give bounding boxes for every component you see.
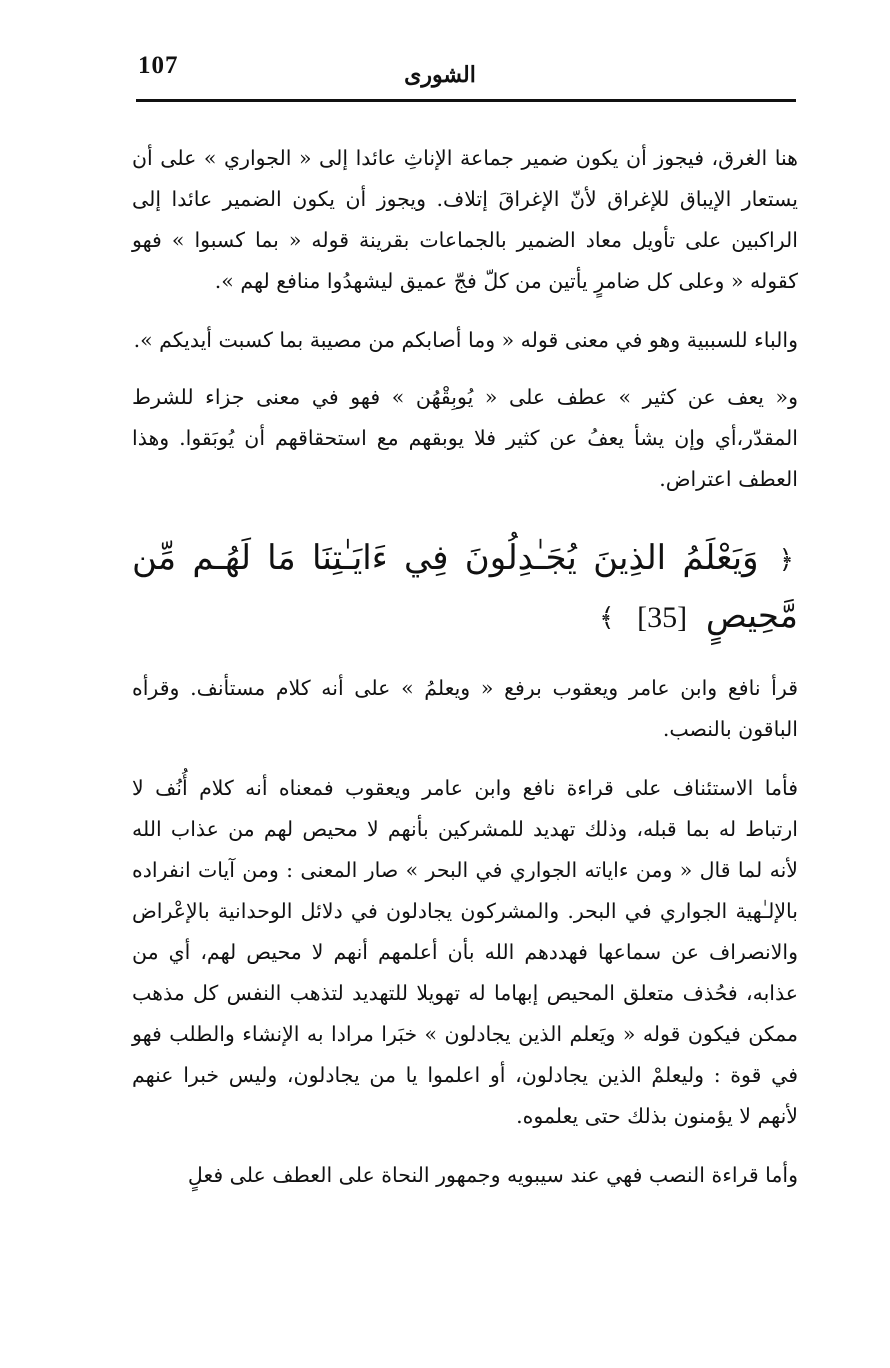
verse-close-ornament: ﴾ bbox=[599, 603, 615, 633]
paragraph-2: والباء للسببية وهو في معنى قوله « وما أصابكم من مصيبة بما كسبت أيديكم ». bbox=[133, 328, 798, 352]
page-body bbox=[132, 138, 798, 1196]
quran-verse bbox=[132, 530, 798, 646]
paragraph-5: فأما الاستئناف على قراءة نافع وابن عامر ويعقوب فمعناه أنه كلام أُنُف لا ارتباط له بما قبله، وذلك تهديد للمشركين بأنهم لا محيص لهم من عذاب الله لأنه لما قال « ومن ءاياته الجواري في البحر » صار المعنى : ومن آيات انفراده بالإلـٰهية الجواري في البحر. والمشركون يجادلون في دلائل الوحدانية بالإعْراض والانصراف عن سماعها فهددهم الله بأن أعلمهم أنهم لا محيص لهم، أي من عذابه، فحُذف متعلق المحيص إبهاما له تهويلا للتهديد لتذهب النفس كل مذهب ممكن فيكون قوله « ويَعلم الذين يجادلون » خبَرا مرادا به الإنشاء والطلب فهو في قوة : وليعلمْ الذين يجادلون، أو اعلموا يا من يجادلون، وليس خبرا عنهم لأنهم لا يؤمنون بذلك حتى يعلموه. bbox=[132, 776, 798, 1128]
page-number: 107 bbox=[138, 52, 179, 79]
verse-open-ornament: ﴿ bbox=[778, 545, 794, 575]
running-title: الشورى bbox=[404, 62, 476, 88]
verse-number: [35] bbox=[637, 601, 688, 634]
paragraph-6: وأما قراءة النصب فهي عند سيبويه وجمهور النحاة على العطف على فعلٍ bbox=[187, 1163, 798, 1187]
header-rule bbox=[136, 99, 796, 102]
paragraph-1: هنا الغرق، فيجوز أن يكون ضمير جماعة الإناثِ عائدا إلى « الجواري » على أن يستعار الإيباق للإغراق لأنّ الإغراقَ إتلاف. ويجوز أن يكون الضمير عائدا إلى الراكبين على تأويل معاد الضمير بالجماعات بقرينة قوله « بما كسبوا » فهو كقوله « وعلى كل ضامرٍ يأتين من كلّ فجّ عميق ليشهدُوا منافع لهم ». bbox=[132, 146, 798, 293]
paragraph-4: قرأ نافع وابن عامر ويعقوب برفع « ويعلمُ » على أنه كلام مستأنف. وقرأه الباقون بالنصب. bbox=[132, 676, 798, 741]
verse-text: وَيَعْلَمُ الذِينَ يُجَـٰدِلُونَ فِي ءَايَـٰتِنَا مَا لَهُـم مِّن مَّحِيصٍ bbox=[132, 538, 798, 636]
paragraph-3: و« يعف عن كثير » عطف على « يُوبِقْهُن » فهو في معنى جزاء للشرط المقدّر،أي وإن يشأ يعفُ عن كثير فلا يوبقهم مع استحقاقهم أن يُوبَقوا. وهذا العطف اعتراض. bbox=[132, 385, 798, 491]
